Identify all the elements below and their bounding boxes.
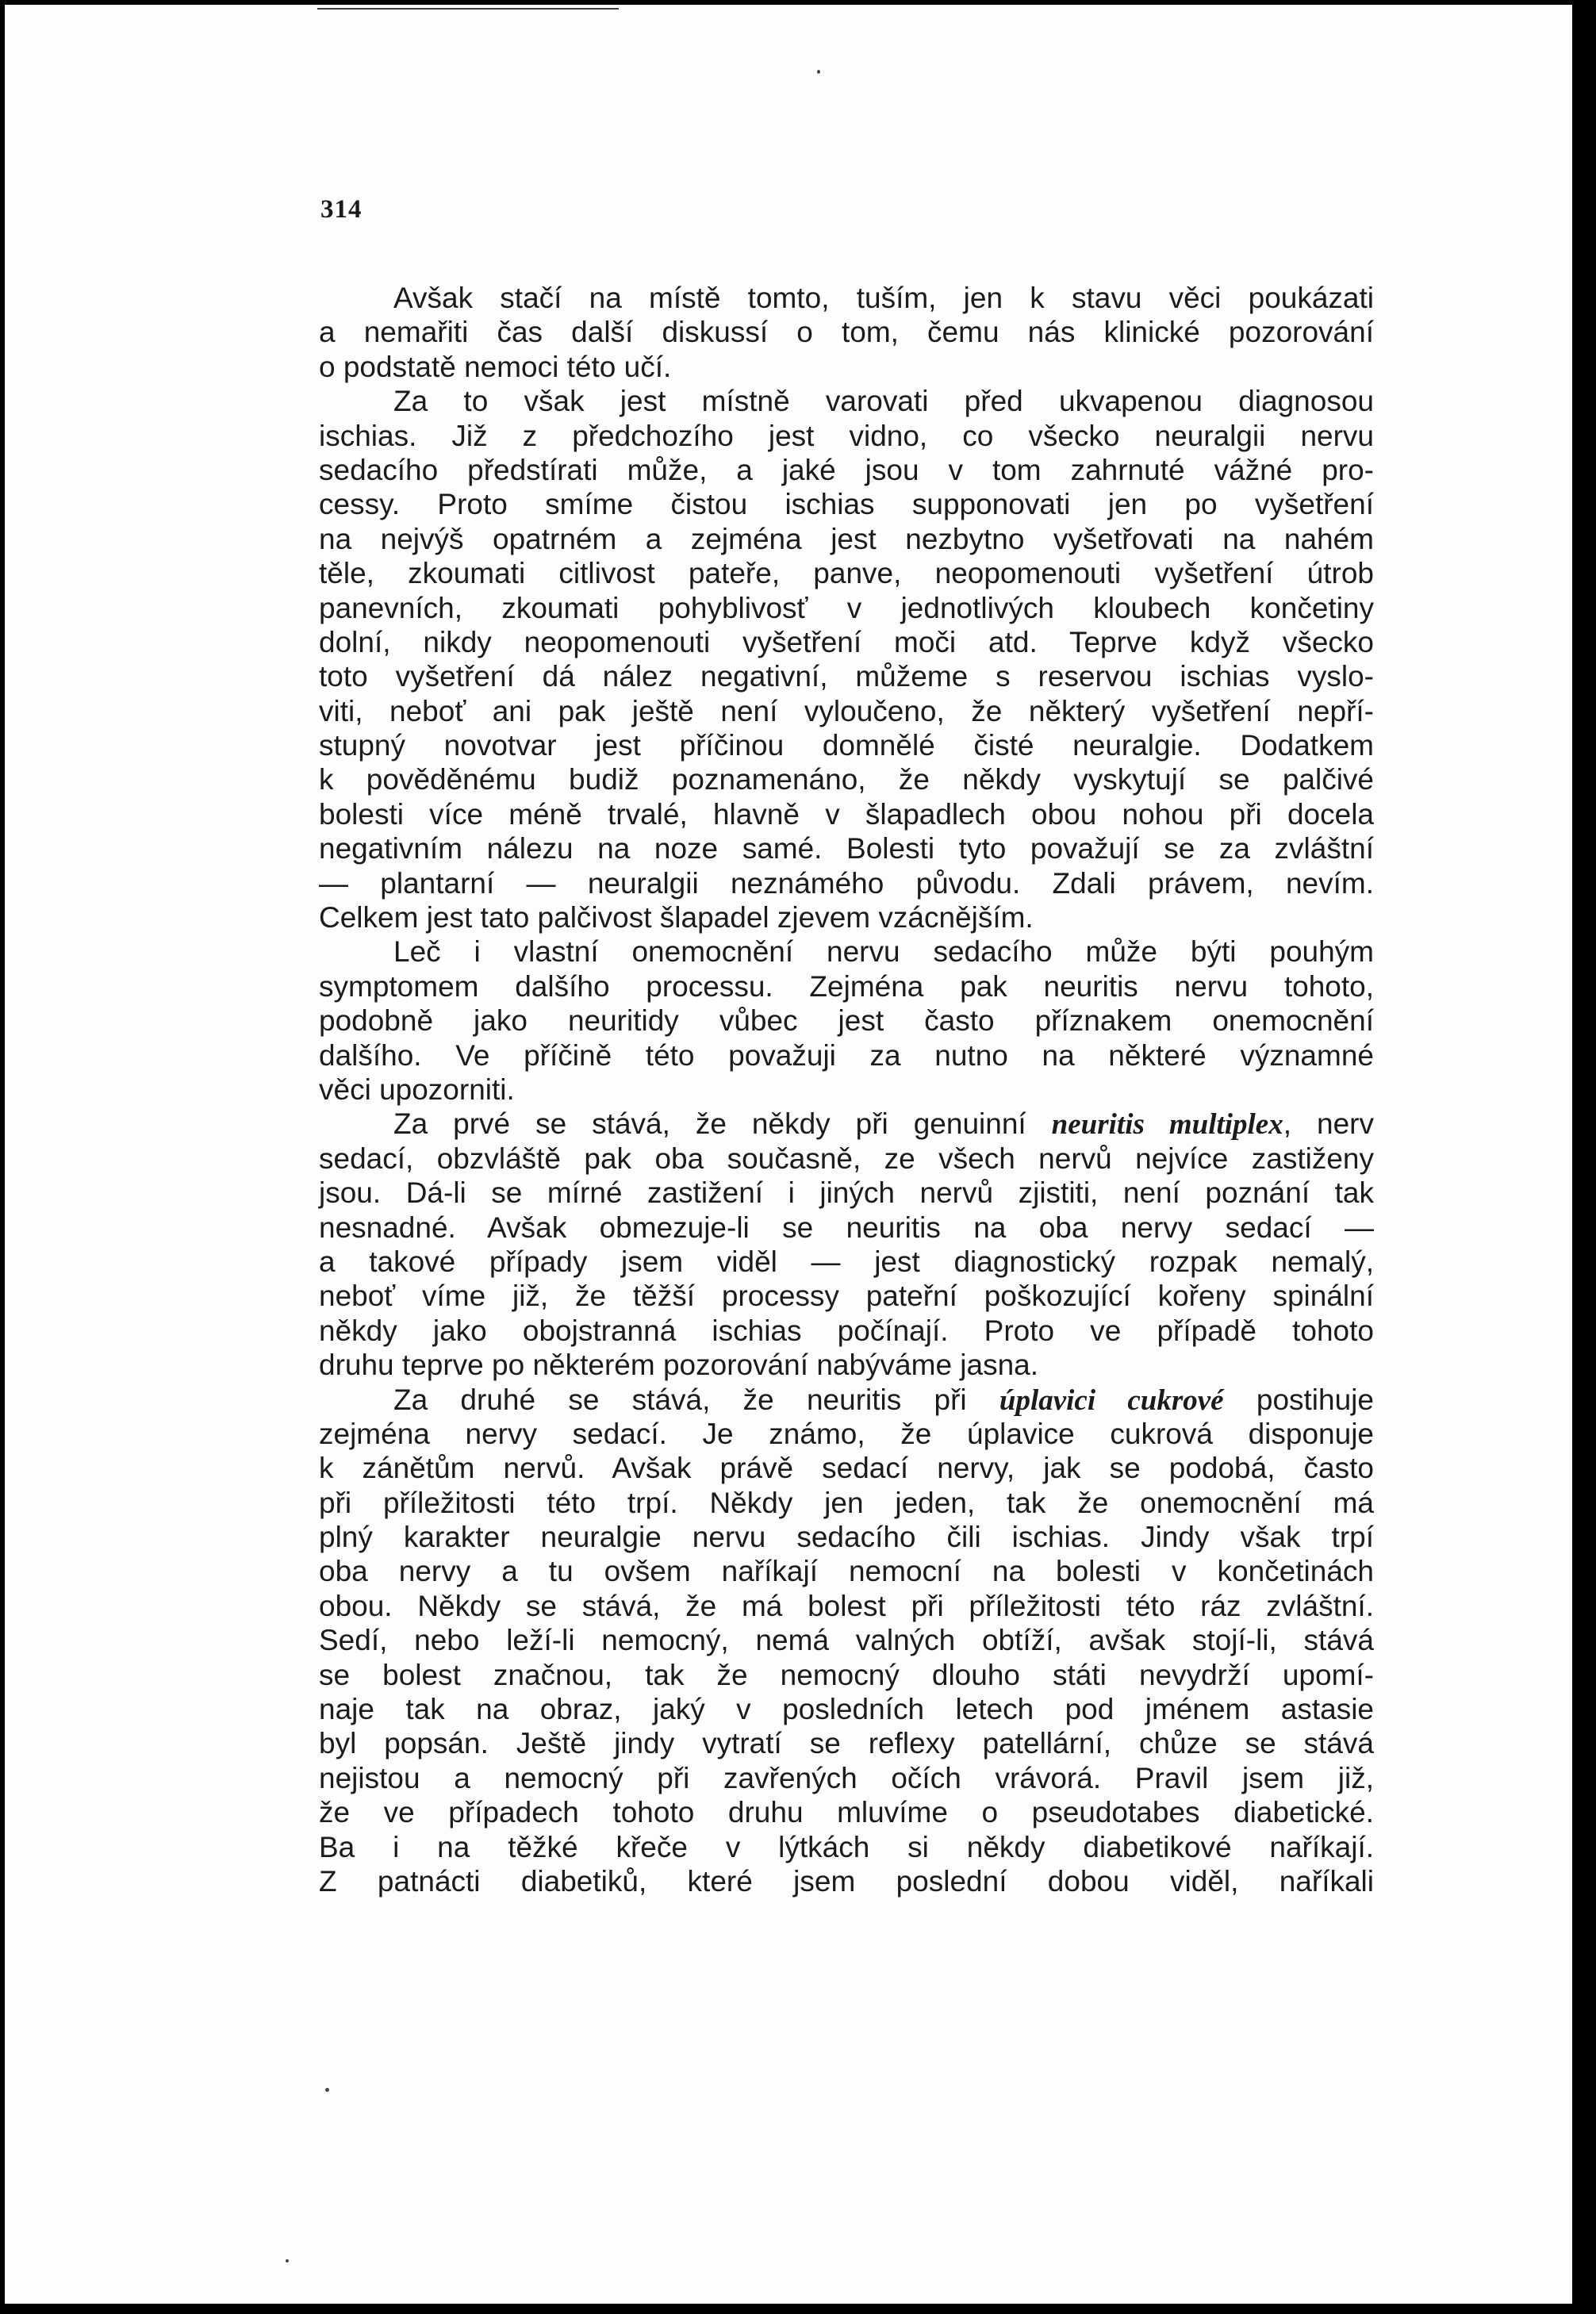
text-line-content: toto vyšetření dá nález negativní, můžeme s reservou ischias vyslo- (319, 660, 1374, 693)
text-line-content: Avšak stačí na místě tomto, tuším, jen k stavu věci poukázati (393, 282, 1374, 314)
text-line (319, 1761, 1374, 1795)
page-number: 314 (320, 195, 363, 224)
text-line (319, 1451, 1374, 1485)
text-line (319, 625, 1374, 659)
text-line-content: jsou. Dá-li se mírné zastižení i jiných nervů zjistiti, není poznání tak (319, 1176, 1374, 1210)
text-line (319, 1142, 1374, 1176)
text-line (319, 1245, 1374, 1279)
text-line-content: Z patnácti diabetiků, které jsem poslední dobou viděl, naříkali (319, 1864, 1374, 1898)
text-line (319, 419, 1374, 453)
text-line (319, 1176, 1374, 1210)
text-line (319, 453, 1374, 487)
text-line (319, 1795, 1374, 1829)
text-line-content: a nemařiti čas další diskussí o tom, čemu nás klinické pozorování (319, 316, 1374, 349)
text-line (319, 866, 1374, 900)
text-line (319, 797, 1374, 831)
text-line-content: panevních, zkoumati pohyblivosť v jednotlivých kloubech končetiny (319, 591, 1374, 624)
text-line (319, 1314, 1374, 1348)
text-line (319, 1520, 1374, 1554)
text-line-content: Za to však jest místně varovati před ukvapenou diagnosou (393, 385, 1374, 418)
text-line (319, 1726, 1374, 1760)
text-line-content: zejména nervy sedací. Je známo, že úplavice cukrová disponuje (319, 1417, 1374, 1450)
text-line-content: Leč i vlastní onemocnění nervu sedacího může býti pouhým (393, 935, 1374, 969)
text-line-content: Za druhé se stává, že neuritis při (393, 1383, 999, 1416)
text-line-content: stupný novotvar jest příčinou domnělé čisté neuralgie. Dodatkem (319, 729, 1374, 762)
text-line (319, 934, 1374, 969)
text-line-content: podobně jako neuritidy vůbec jest často příznakem onemocnění (319, 1004, 1374, 1038)
text-line-content: obou. Někdy se stává, že má bolest při příležitosti této ráz zvláštní. (319, 1589, 1374, 1622)
text-line (319, 591, 1374, 625)
text-line (319, 1692, 1374, 1726)
text-line-continuation: postihuje (1223, 1383, 1374, 1416)
text-line (319, 1004, 1374, 1038)
text-line (319, 556, 1374, 590)
text-line (319, 315, 1374, 349)
text-line (319, 1211, 1374, 1245)
text-line-content: nejistou a nemocný při zavřených očích vrávorá. Pravil jsem již, (319, 1761, 1374, 1794)
text-line (319, 1073, 1374, 1107)
text-line-content: oba nervy a tu ovšem naříkají nemocní na bolesti v končetinách (319, 1555, 1374, 1588)
text-line (319, 694, 1374, 728)
text-line-content: byl popsán. Ještě jindy vytratí se reflexy patellární, chůze se stává (319, 1727, 1374, 1760)
text-line (319, 1417, 1374, 1451)
text-line (319, 1107, 1374, 1141)
scan-border-right (1572, 0, 1596, 2314)
text-line (319, 900, 1374, 934)
emphasized-term: úplavici cukrové (999, 1383, 1224, 1417)
text-line (319, 1554, 1374, 1588)
text-line (319, 1486, 1374, 1520)
text-line (319, 384, 1374, 418)
text-line-content: při příležitosti této trpí. Někdy jen jeden, tak že onemocnění má (319, 1486, 1374, 1519)
text-line (319, 522, 1374, 556)
text-line-content: cessy. Proto smíme čistou ischias supponovati jen po vyšetření (319, 488, 1374, 521)
text-line (319, 1038, 1374, 1073)
text-line-content: dalšího. Ve příčině této považuji za nutno na některé významné (319, 1038, 1374, 1072)
text-line-continuation: , nerv (1283, 1107, 1374, 1141)
text-line (319, 969, 1374, 1004)
text-line-content: na nejvýš opatrném a zejména jest nezbytno vyšetřovati na nahém (319, 522, 1374, 555)
text-line-content: ischias. Již z předchozího jest vidno, co všecko neuralgii nervu (319, 419, 1374, 452)
dust-speck (286, 2259, 289, 2262)
text-line (319, 1864, 1374, 1898)
text-line (319, 1830, 1374, 1864)
text-line-content: Celkem jest tato palčivost šlapadel zjevem vzácnějším. (319, 901, 1034, 934)
text-line-content: — plantarní — neuralgii neznámého původu. Zdali právem, nevím. (319, 866, 1374, 900)
text-line (319, 831, 1374, 865)
text-line-content: symptomem dalšího processu. Zejména pak neuritis nervu tohoto, (319, 969, 1374, 1003)
text-line (319, 1589, 1374, 1623)
text-line-content: se bolest značnou, tak že nemocný dlouho státi nevydrží upomí- (319, 1658, 1374, 1691)
text-line-content: plný karakter neuralgie nervu sedacího čili ischias. Jindy však trpí (319, 1521, 1374, 1554)
dust-speck (325, 2088, 329, 2092)
text-line-content: že ve případech tohoto druhu mluvíme o pseudotabes diabetické. (319, 1796, 1374, 1829)
body-text (319, 281, 1374, 1898)
text-line-content: negativním nálezu na noze samé. Bolesti tyto považují se za zvláštní (319, 832, 1374, 865)
text-line-content: těle, zkoumati citlivost pateře, panve, neopomenouti vyšetření útrob (319, 557, 1374, 590)
text-line-content: věci upozorniti. (319, 1073, 515, 1106)
text-line-content: sedací, obzvláště pak oba současně, ze všech nervů nejvíce zastiženy (319, 1142, 1374, 1175)
text-line-content: viti, neboť ani pak ještě není vyloučeno, že některý vyšetření nepří- (319, 694, 1374, 727)
text-line (319, 762, 1374, 796)
text-line-content: sedacího předstírati může, a jaké jsou v tom zahrnuté vážné pro- (319, 453, 1374, 486)
text-line-content: Za prvé se stává, že někdy při genuinní (393, 1107, 1052, 1141)
text-line (319, 1348, 1374, 1382)
text-line-content: k pověděnému budiž poznamenáno, že někdy vyskytují se palčivé (319, 763, 1374, 796)
text-line-content: dolní, nikdy neopomenouti vyšetření moči atd. Teprve když všecko (319, 625, 1374, 658)
text-line (319, 487, 1374, 521)
text-line-content: neboť víme již, že těžší processy pateřní poškozující kořeny spinální (319, 1280, 1374, 1313)
text-line (319, 281, 1374, 315)
text-line-content: a takové případy jsem viděl — jest diagnostický rozpak nemalý, (319, 1245, 1374, 1278)
text-line (319, 1383, 1374, 1417)
text-line (319, 659, 1374, 693)
top-rule-line (317, 8, 619, 10)
text-line-content: bolesti více méně trvalé, hlavně v šlapadlech obou nohou při docela (319, 797, 1374, 831)
text-line (319, 350, 1374, 384)
text-line-content: o podstatě nemoci této učí. (319, 350, 672, 383)
text-line (319, 1623, 1374, 1657)
emphasized-term: neuritis multiplex (1051, 1108, 1283, 1142)
text-line-content: nesnadné. Avšak obmezuje-li se neuritis na oba nervy sedací — (319, 1211, 1374, 1244)
text-line-content: druhu teprve po některém pozorování nabýváme jasna. (319, 1349, 1039, 1382)
text-line (319, 1658, 1374, 1692)
text-line (319, 728, 1374, 762)
text-line-content: k zánětům nervů. Avšak právě sedací nervy, jak se podobá, často (319, 1452, 1374, 1485)
text-line-content: Sedí, nebo leží-li nemocný, nemá valných obtíží, avšak stojí-li, stává (319, 1624, 1374, 1657)
text-line-content: někdy jako obojstranná ischias počínají. Proto ve případě tohoto (319, 1314, 1374, 1347)
text-line (319, 1279, 1374, 1313)
text-line-content: Ba i na těžké křeče v lýtkách si někdy diabetikové naříkají. (319, 1830, 1374, 1863)
text-line-content: naje tak na obraz, jaký v posledních letech pod jménem astasie (319, 1693, 1374, 1726)
dust-speck (817, 70, 820, 74)
